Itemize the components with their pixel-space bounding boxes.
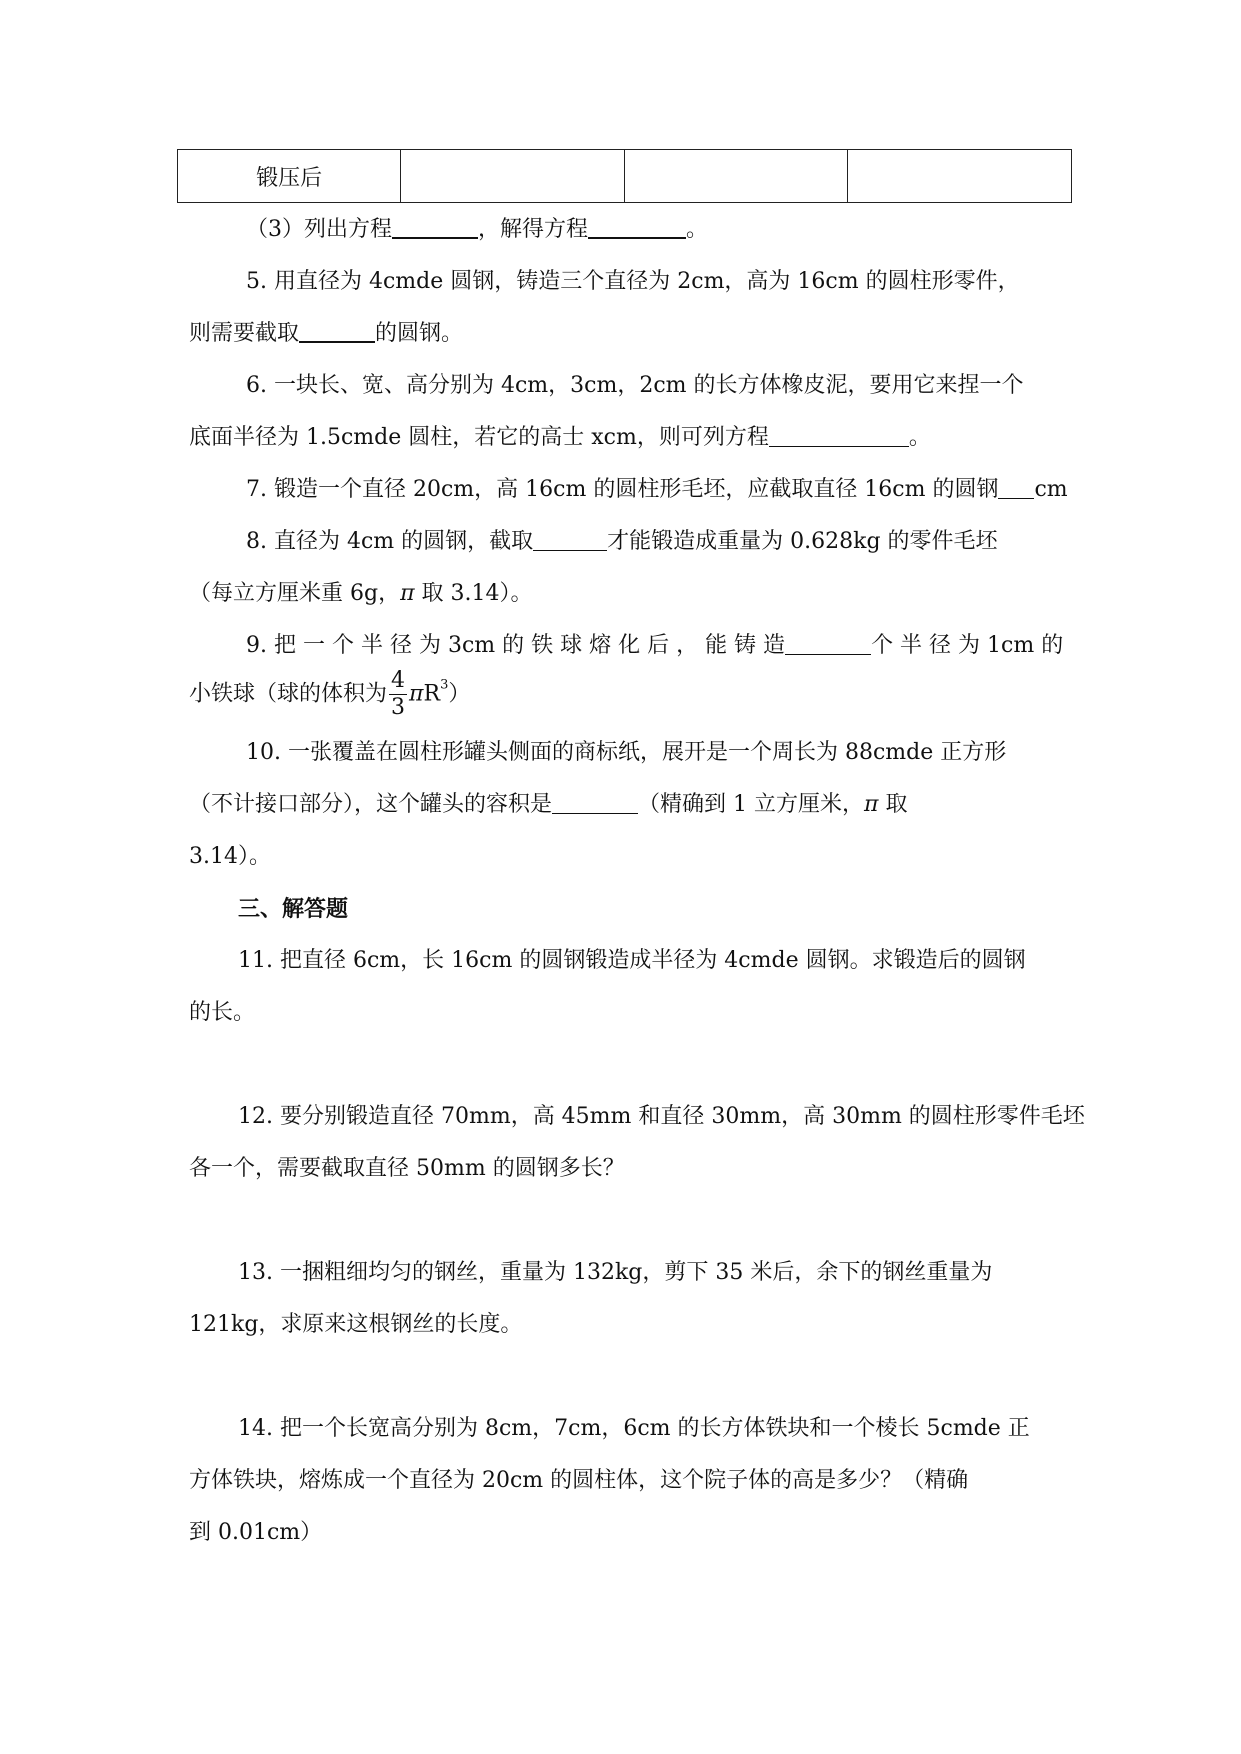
pi-symbol: π — [400, 581, 415, 606]
question-11-line-1: 11. 把直径 6cm，长 16cm 的圆钢锻造成半径为 4cmde 圆钢。求锻造后的圆钢 — [238, 948, 1026, 973]
question-12-line-1: 12. 要分别锻造直径 70mm，高 45mm 和直径 30mm，高 30mm 的圆柱形零件毛坯 — [238, 1104, 1085, 1129]
question-9-line-2 — [189, 670, 470, 719]
text: 取 — [878, 792, 908, 817]
answer-blank — [785, 632, 871, 655]
question-10-line-3: 3.14）。 — [189, 844, 271, 869]
fraction — [389, 670, 407, 719]
pi-symbol: π — [409, 681, 424, 707]
question-8-line-1 — [246, 527, 998, 557]
answer-blank — [588, 215, 686, 239]
text: 的圆钢。 — [375, 321, 464, 346]
answer-blank — [533, 528, 607, 551]
text: 取 3.14）。 — [414, 581, 533, 606]
radius-symbol: R — [423, 681, 441, 707]
text: ） — [448, 681, 471, 707]
table-row-label: 锻压后 — [178, 150, 401, 203]
answer-blank — [552, 791, 638, 814]
question-14-line-2: 方体铁块，熔炼成一个直径为 20cm 的圆柱体，这个院子体的高是多少？（精确 — [189, 1468, 969, 1493]
fraction-denominator: 3 — [391, 695, 406, 720]
fraction-numerator: 4 — [391, 668, 406, 693]
answer-blank — [392, 215, 478, 239]
question-11-line-2: 的长。 — [189, 1000, 256, 1025]
exponent: 3 — [440, 677, 449, 693]
table-row — [178, 150, 1072, 203]
question-9-line-1 — [246, 631, 1063, 661]
question-6-line-1: 6. 一块长、宽、高分别为 4cm，3cm，2cm 的长方体橡皮泥，要用它来捏一个 — [246, 373, 1024, 398]
text: 才能锻造成重量为 0.628kg 的零件毛坯 — [607, 529, 998, 554]
question-10-line-1: 10. 一张覆盖在圆柱形罐头侧面的商标纸，展开是一个周长为 88cmde 正方形 — [246, 740, 1007, 765]
text: 8. 直径为 4cm 的圆钢，截取 — [246, 529, 534, 554]
question-14-line-3: 到 0.01cm） — [189, 1520, 323, 1545]
answer-blank — [769, 424, 909, 447]
question-14-line-1: 14. 把一个长宽高分别为 8cm，7cm，6cm 的长方体铁块和一个棱长 5cmde 正 — [238, 1416, 1030, 1441]
text: （3）列出方程 — [246, 217, 392, 242]
text: 底面半径为 1.5cmde 圆柱，若它的高士 xcm，则可列方程 — [189, 425, 769, 450]
table-cell-blank — [401, 150, 624, 203]
question-5-line-1: 5. 用直径为 4cmde 圆钢，铸造三个直径为 2cm，高为 16cm 的圆柱形零件， — [246, 269, 1020, 294]
table-cell-blank — [624, 150, 847, 203]
question-5-line-2 — [189, 319, 463, 349]
text: ，解得方程 — [478, 217, 589, 242]
question-4-part-3 — [246, 215, 708, 245]
question-13-line-2: 121kg，求原来这根钢丝的长度。 — [189, 1312, 523, 1337]
pi-symbol: π — [864, 792, 879, 817]
text: 则需要截取 — [189, 321, 300, 346]
text: （每立方厘米重 6g， — [189, 581, 401, 606]
forging-table — [177, 149, 1072, 203]
question-6-line-2 — [189, 423, 931, 453]
question-12-line-2: 各一个，需要截取直径 50mm 的圆钢多长？ — [189, 1156, 625, 1181]
question-8-line-2 — [189, 579, 533, 609]
text: 9. 把 一 个 半 径 为 3cm 的 铁 球 熔 化 后 ， 能 铸 造 — [246, 633, 786, 658]
section-heading: 三、解答题 — [238, 896, 349, 922]
question-7 — [246, 475, 1068, 505]
text: 7. 锻造一个直径 20cm，高 16cm 的圆柱形毛坯，应截取直径 16cm 的圆钢 — [246, 477, 999, 502]
text: （精确到 1 立方厘米， — [638, 792, 864, 817]
text: 小铁球（球的体积为 — [189, 681, 388, 707]
text: 。 — [686, 217, 709, 242]
question-13-line-1: 13. 一捆粗细均匀的钢丝，重量为 132kg，剪下 35 米后，余下的钢丝重量为 — [238, 1260, 993, 1285]
text: 。 — [908, 425, 931, 450]
answer-blank — [998, 476, 1034, 499]
text: （不计接口部分），这个罐头的容积是 — [189, 792, 553, 817]
text: 个 半 径 为 1cm 的 — [871, 633, 1064, 658]
answer-blank — [299, 319, 375, 343]
table-cell-blank — [847, 150, 1071, 203]
text: cm — [1034, 477, 1068, 502]
question-10-line-2 — [189, 790, 907, 820]
